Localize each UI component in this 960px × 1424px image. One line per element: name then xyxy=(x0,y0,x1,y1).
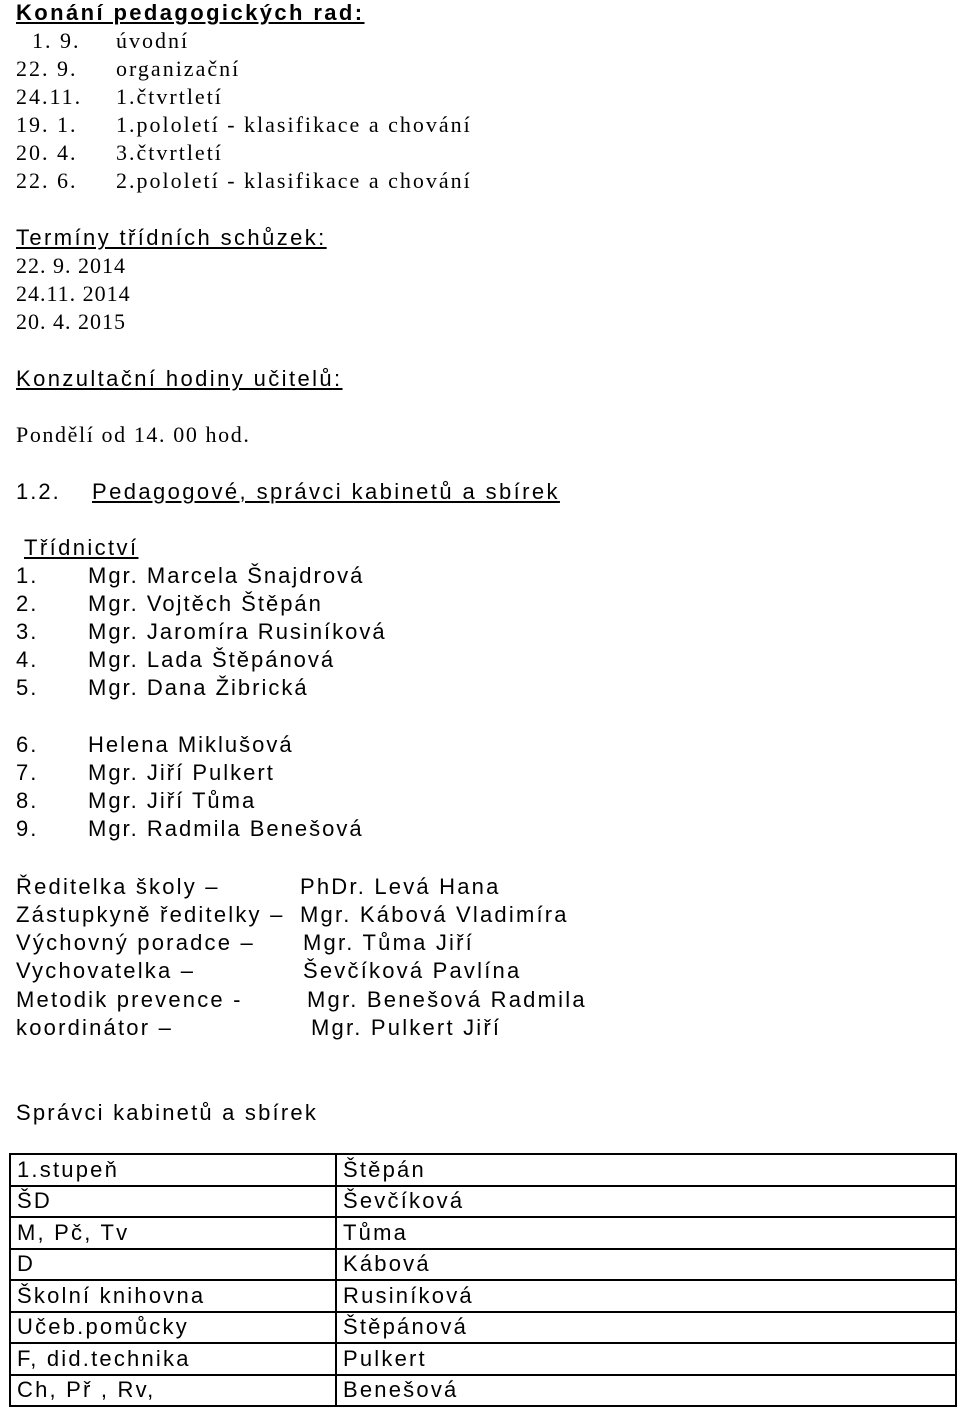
list-item xyxy=(16,170,472,192)
rada-date: 20. 4. xyxy=(16,140,78,165)
role-label: koordinátor – xyxy=(16,1015,174,1040)
section-number: 1.2. xyxy=(16,479,61,504)
item-number: 5. xyxy=(16,675,39,700)
list-item xyxy=(16,565,364,587)
table-row xyxy=(10,1280,956,1312)
table-cell: Školní knihovna xyxy=(10,1280,336,1312)
list-item xyxy=(16,1017,501,1039)
list-item xyxy=(16,876,501,898)
schuzky-heading: Termíny třídních schůzek: xyxy=(16,225,327,250)
item-number: 8. xyxy=(16,788,39,813)
list-item xyxy=(16,904,569,926)
item-number: 7. xyxy=(16,760,39,785)
role-label: Ředitelka školy – xyxy=(16,874,220,899)
list-item xyxy=(16,960,521,982)
table-cell: M, Pč, Tv xyxy=(10,1217,336,1249)
list-item xyxy=(16,649,335,671)
spravci-table xyxy=(9,1153,957,1407)
table-cell: ŠD xyxy=(10,1186,336,1218)
table-cell: Ševčíková xyxy=(336,1186,956,1218)
table-cell: Štěpánová xyxy=(336,1312,956,1344)
rada-date: 19. 1. xyxy=(16,112,78,137)
role-label: Výchovný poradce – xyxy=(16,930,255,955)
list-item xyxy=(16,790,256,812)
role-label: Zástupkyně ředitelky – xyxy=(16,902,285,927)
table-cell: D xyxy=(10,1249,336,1281)
rada-date: 22. 9. xyxy=(16,56,78,81)
table-cell: Učeb.pomůcky xyxy=(10,1312,336,1344)
teacher-name: Mgr. Dana Žibrická xyxy=(88,675,309,700)
person-name: Mgr. Tůma Jiří xyxy=(303,930,474,955)
role-label: Metodik prevence - xyxy=(16,987,243,1012)
rada-date: 24.11. xyxy=(16,84,83,109)
table-cell: 1.stupeň xyxy=(10,1154,336,1186)
konzultace-text: Pondělí od 14. 00 hod. xyxy=(16,422,251,447)
schuzka-date: 24.11. 2014 xyxy=(16,281,131,306)
rada-date: 22. 6. xyxy=(16,168,78,193)
list-item xyxy=(16,142,223,164)
teacher-name: Helena Miklušová xyxy=(88,732,294,757)
list-item xyxy=(16,677,309,699)
konzultace-heading: Konzultační hodiny učitelů: xyxy=(16,366,343,391)
teacher-name: Mgr. Jiří Tůma xyxy=(88,788,257,813)
rada-text: 2.pololetí - klasifikace a chování xyxy=(116,168,472,193)
rada-text: organizační xyxy=(116,56,241,81)
item-number: 1. xyxy=(16,563,39,588)
person-name: Ševčíková Pavlína xyxy=(303,958,522,983)
spravci-heading: Správci kabinetů a sbírek xyxy=(16,1100,319,1125)
list-item xyxy=(16,989,587,1011)
person-name: Mgr. Pulkert Jiří xyxy=(311,1015,502,1040)
list-item xyxy=(16,58,240,80)
list-item xyxy=(16,734,294,756)
teacher-name: Mgr. Jaromíra Rusiníková xyxy=(88,619,387,644)
item-number: 6. xyxy=(16,732,39,757)
list-item xyxy=(16,762,275,784)
table-row xyxy=(10,1312,956,1344)
table-cell: Tůma xyxy=(336,1217,956,1249)
rada-date: 1. 9. xyxy=(32,28,81,53)
rada-text: 1.čtvrtletí xyxy=(116,84,223,109)
list-item xyxy=(16,86,223,108)
schuzka-date: 22. 9. 2014 xyxy=(16,253,126,278)
rada-text: 1.pololetí - klasifikace a chování xyxy=(116,112,472,137)
table-cell: Kábová xyxy=(336,1249,956,1281)
table-cell: Rusiníková xyxy=(336,1280,956,1312)
tridnictvi-heading: Třídnictví xyxy=(24,535,139,560)
table-row xyxy=(10,1186,956,1218)
item-number: 3. xyxy=(16,619,39,644)
table-row xyxy=(10,1154,956,1186)
teacher-name: Mgr. Vojtěch Štěpán xyxy=(88,591,323,616)
list-item xyxy=(16,30,189,52)
person-name: Mgr. Benešová Radmila xyxy=(307,987,587,1012)
person-name: Mgr. Kábová Vladimíra xyxy=(300,902,569,927)
rada-text: úvodní xyxy=(116,28,190,53)
list-item xyxy=(16,818,364,840)
table-row xyxy=(10,1343,956,1375)
section-title: Pedagogové, správci kabinetů a sbírek xyxy=(92,479,560,504)
table-cell: Štěpán xyxy=(336,1154,956,1186)
teacher-name: Mgr. Marcela Šnajdrová xyxy=(88,563,365,588)
teacher-name: Mgr. Lada Štěpánová xyxy=(88,647,336,672)
teacher-name: Mgr. Jiří Pulkert xyxy=(88,760,275,785)
table-row xyxy=(10,1249,956,1281)
item-number: 9. xyxy=(16,816,39,841)
schuzka-date: 20. 4. 2015 xyxy=(16,309,126,334)
table-cell: Ch, Př , Rv, xyxy=(10,1375,336,1407)
list-item xyxy=(16,114,472,136)
table-cell: F, did.technika xyxy=(10,1343,336,1375)
table-row xyxy=(10,1375,956,1407)
item-number: 2. xyxy=(16,591,39,616)
rady-heading: Konání pedagogických rad: xyxy=(16,0,365,25)
role-label: Vychovatelka – xyxy=(16,958,196,983)
item-number: 4. xyxy=(16,647,39,672)
table-cell: Pulkert xyxy=(336,1343,956,1375)
list-item xyxy=(16,621,387,643)
person-name: PhDr. Levá Hana xyxy=(300,874,501,899)
table-cell: Benešová xyxy=(336,1375,956,1407)
rada-text: 3.čtvrtletí xyxy=(116,140,223,165)
list-item xyxy=(16,932,474,954)
list-item xyxy=(16,593,323,615)
table-row xyxy=(10,1217,956,1249)
teacher-name: Mgr. Radmila Benešová xyxy=(88,816,364,841)
